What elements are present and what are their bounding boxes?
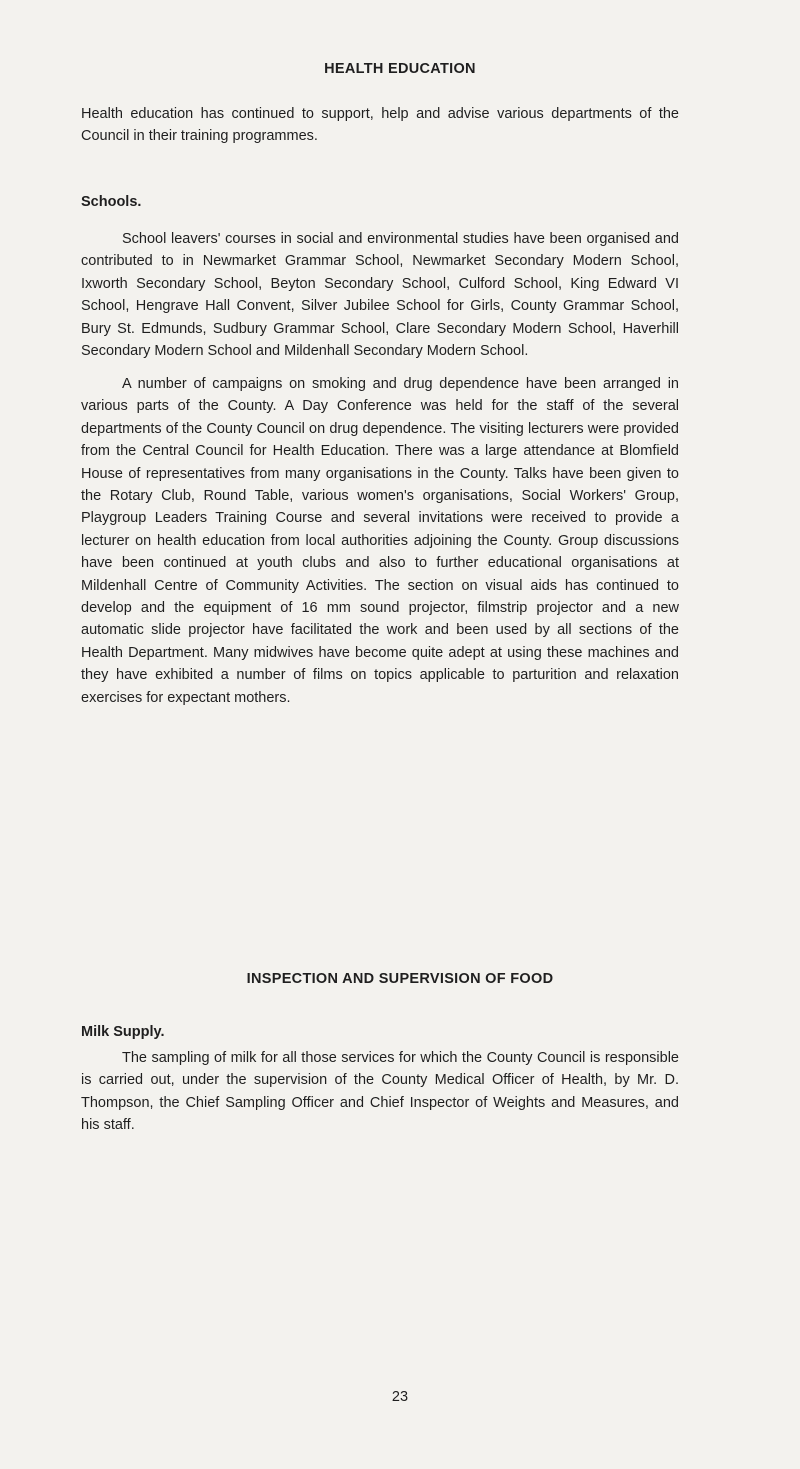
health-education-title: HEALTH EDUCATION — [324, 61, 476, 77]
campaigns-paragraph: A number of campaigns on smoking and drug dependence have been arranged in various parts of the County. A Day Conference was held for the staff of the several departments of the County Council on drug dependence. The visiting lecturers were provided from the Central Council for Health Education. There was a large attendance at Blomfield House of representatives from many organisations in the County. Talks have been given to the Rotary Club, Round Table, various women's organisations, Social Workers' Group, Playgroup Leaders Training Course and several invitations were received to provide a lecturer on health education from local authorities adjoining the County. Group discussions have been continued at youth clubs and also to further educational organisations at Mildenhall Centre of Community Activities. The section on visual aids has continued to develop and the equipment of 16 mm sound projector, filmstrip projector and a new automatic slide projector have facilitated the work and been used by all sections of the Health Department. Many midwives have become quite adept at using these machines and they have exhibited a number of films on topics applicable to parturition and relaxation exercises for expectant mothers. — [81, 376, 679, 706]
health-education-intro: Health education has continued to support, help and advise various departments of the Council in their training programmes. — [81, 106, 679, 145]
page-number: 23 — [391, 1389, 409, 1405]
milk-supply-paragraph: The sampling of milk for all those services for which the County Council is responsible is carried out, under the supervision of the County Medical Officer of Health, by Mr. D. Thompson, the Chief Sampling Officer and Chief Inspector of Weights and Measures, and his staff. — [81, 1050, 679, 1134]
milk-supply-heading: Milk Supply. — [81, 1024, 165, 1040]
schools-paragraph: School leavers' courses in social and environmental studies have been organised and contributed to in Newmarket Grammar School, Newmarket Secondary Modern School, Ixworth Secondary School, Beyton Secondary School, Culford School, King Edward VI School, Hengrave Hall Convent, Silver Jubilee School for Girls, County Grammar School, Bury St. Edmunds, Sudbury Grammar School, Clare Secondary Modern School, Haverhill Secondary Modern School and Mildenhall Secondary Modern School. — [81, 231, 679, 360]
schools-heading: Schools. — [81, 194, 142, 210]
food-inspection-title: INSPECTION AND SUPERVISION OF FOOD — [246, 971, 554, 987]
